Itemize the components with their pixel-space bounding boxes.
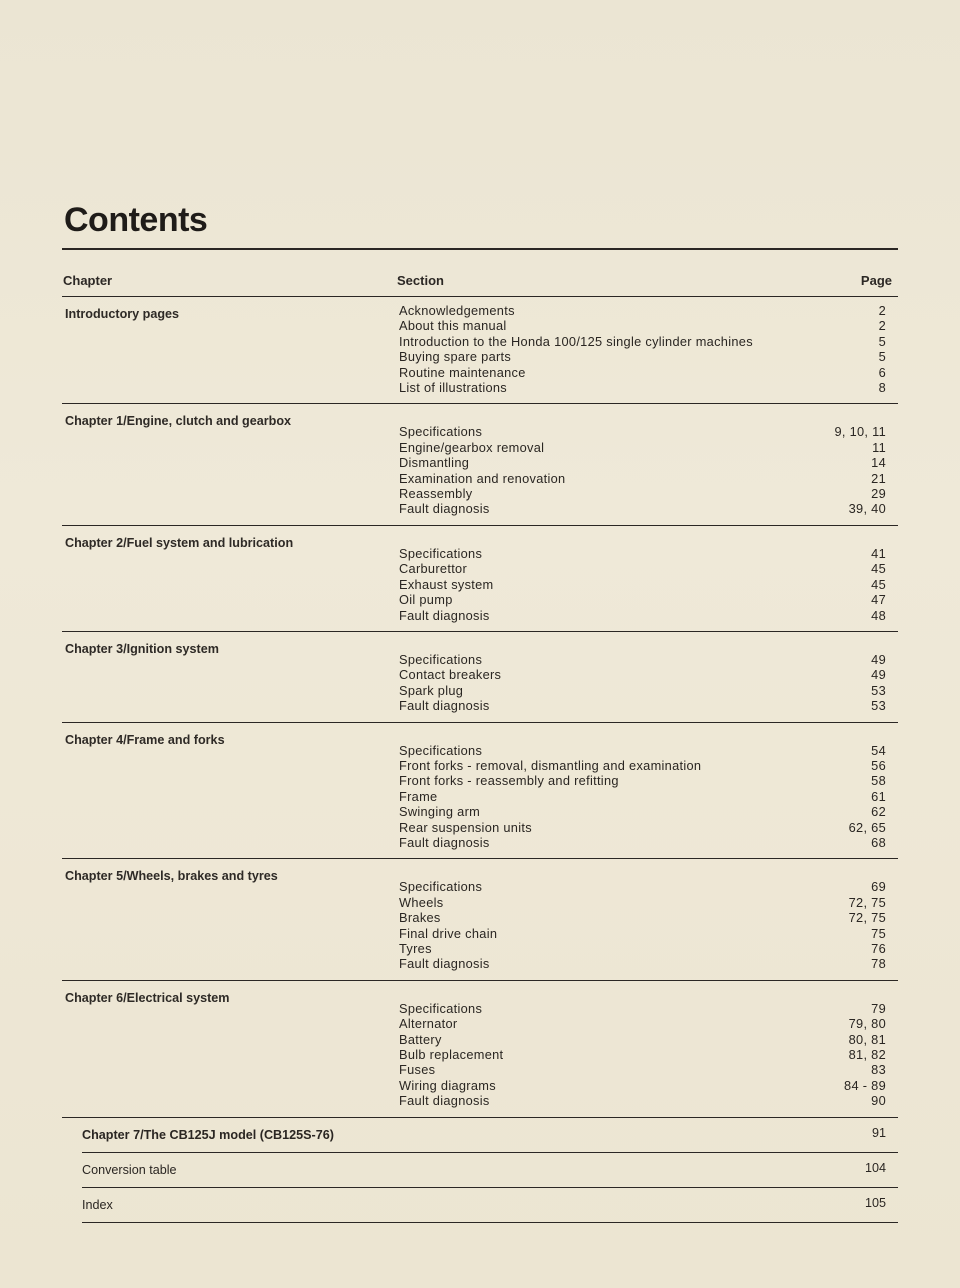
extra-page: 104	[864, 1160, 886, 1175]
entry-name: Fault diagnosis	[399, 607, 490, 623]
chapter-section	[62, 297, 898, 403]
toc-entry	[399, 608, 898, 623]
toc-entry	[399, 471, 898, 486]
entry-page: 53	[871, 682, 886, 698]
toc-entry	[399, 956, 898, 971]
entry-name: About this manual	[399, 318, 507, 334]
entry-name: Specifications	[399, 879, 483, 895]
entry-page: 54	[871, 742, 886, 758]
entry-page: 76	[871, 941, 886, 956]
toc-entry	[399, 424, 898, 439]
entry-name: Reassembly	[399, 486, 473, 502]
entry-page: 41	[871, 545, 886, 561]
entry-name: Battery	[399, 1031, 442, 1047]
chapter-section	[62, 723, 898, 859]
chapter-title: Chapter 1/Engine, clutch and gearbox	[65, 414, 292, 429]
entry-page: 2	[878, 318, 886, 334]
toc-entry	[399, 455, 898, 470]
section-entries	[399, 729, 898, 851]
entry-page: 39, 40	[848, 501, 886, 517]
entry-page: 84 - 89	[844, 1077, 886, 1093]
entry-page: 2	[878, 303, 886, 318]
toc-entry	[399, 652, 898, 667]
entry-page: 79, 80	[848, 1016, 886, 1032]
entry-name: Final drive chain	[399, 925, 498, 941]
toc-entry	[399, 789, 898, 804]
entry-name: Acknowledgements	[399, 303, 515, 318]
entry-page: 69	[871, 879, 886, 895]
toc-entry	[399, 1032, 898, 1047]
toc-entry	[399, 804, 898, 819]
entry-page: 78	[871, 956, 886, 972]
entry-name: Alternator	[399, 1016, 458, 1032]
toc-entry	[399, 667, 898, 682]
entry-name: Dismantling	[399, 455, 470, 471]
entry-name: Introduction to the Honda 100/125 single cylinder machines	[399, 333, 753, 349]
entry-page: 5	[878, 333, 886, 349]
header-section: Section	[397, 273, 444, 288]
entry-name: Fault diagnosis	[399, 1093, 490, 1109]
toc-entry	[399, 318, 898, 333]
toc-entry	[399, 334, 898, 349]
entry-page: 11	[872, 439, 886, 455]
entry-page: 72, 75	[848, 894, 886, 910]
toc-extra-entry	[62, 1118, 898, 1152]
chapter-title: Chapter 5/Wheels, brakes and tyres	[65, 869, 278, 884]
entry-page: 61	[871, 788, 886, 804]
entry-page: 58	[871, 773, 886, 789]
extra-label: Index	[82, 1197, 113, 1212]
toc-entry	[399, 820, 898, 835]
entry-page: 81, 82	[848, 1047, 886, 1063]
entry-name: Buying spare parts	[399, 349, 512, 365]
entry-name: Fault diagnosis	[399, 501, 490, 517]
chapter-title: Introductory pages	[65, 307, 180, 321]
toc-entry	[399, 926, 898, 941]
entry-name: Wiring diagrams	[399, 1077, 496, 1093]
toc-entry	[399, 1078, 898, 1093]
entry-page: 80, 81	[848, 1031, 886, 1047]
contents-table	[62, 196, 898, 1223]
entry-page: 49	[871, 667, 886, 683]
sections-list	[62, 297, 898, 1118]
extra-page: 105	[864, 1195, 886, 1210]
entry-name: Swinging arm	[399, 804, 481, 820]
entry-name: Specifications	[399, 1000, 483, 1016]
toc-entry	[399, 1093, 898, 1108]
entry-page: 47	[871, 592, 886, 608]
entry-name: Routine maintenance	[399, 364, 526, 380]
entry-page: 29	[871, 486, 886, 502]
toc-entry	[399, 365, 898, 380]
extra-label: Chapter 7/The CB125J model (CB125S-76)	[82, 1127, 334, 1142]
section-entries	[399, 987, 898, 1109]
entry-page: 5	[878, 349, 886, 365]
entry-name: Oil pump	[399, 592, 453, 608]
entry-name: Specifications	[399, 651, 483, 667]
page-title: Contents	[64, 201, 208, 239]
toc-entry	[399, 561, 898, 576]
toc-entry	[399, 546, 898, 561]
entry-page: 68	[871, 834, 886, 850]
entry-page: 14	[871, 455, 886, 471]
entry-name: Fuses	[399, 1062, 436, 1078]
toc-entry	[399, 380, 898, 395]
entry-page: 90	[871, 1093, 886, 1109]
extra-label: Conversion table	[82, 1162, 177, 1177]
toc-entry	[399, 773, 898, 788]
chapter-title: Chapter 2/Fuel system and lubrication	[65, 535, 294, 550]
entry-name: Fault diagnosis	[399, 834, 490, 850]
column-headers	[62, 250, 898, 288]
chapter-section	[62, 632, 898, 722]
entry-name: Specifications	[399, 742, 483, 758]
toc-entry	[399, 879, 898, 894]
toc-entry	[399, 698, 898, 713]
toc-entry	[399, 743, 898, 758]
section-entries	[399, 638, 898, 714]
toc-extra-entry	[62, 1188, 898, 1222]
entry-page: 45	[871, 561, 886, 577]
entry-name: Exhaust system	[399, 576, 494, 592]
entry-page: 79	[871, 1000, 886, 1016]
chapter-title: Chapter 6/Electrical system	[65, 990, 230, 1005]
extras-list	[62, 1118, 898, 1223]
entry-page: 48	[871, 607, 886, 623]
entry-name: Fault diagnosis	[399, 698, 490, 714]
toc-entry	[399, 501, 898, 516]
entry-name: Rear suspension units	[399, 819, 532, 835]
toc-entry	[399, 910, 898, 925]
entry-page: 21	[871, 470, 886, 486]
toc-entry	[399, 1001, 898, 1016]
entry-name: Contact breakers	[399, 667, 502, 683]
chapter-section	[62, 981, 898, 1117]
toc-entry	[399, 440, 898, 455]
entry-page: 72, 75	[848, 910, 886, 926]
entry-page: 83	[871, 1062, 886, 1078]
entry-name: Specifications	[399, 424, 483, 440]
extra-rule	[82, 1222, 898, 1223]
header-page: Page	[860, 273, 892, 288]
entry-page: 45	[871, 576, 886, 592]
toc-entry	[399, 349, 898, 364]
toc-entry	[399, 577, 898, 592]
toc-entry	[399, 758, 898, 773]
toc-entry	[399, 1047, 898, 1062]
section-entries	[399, 532, 898, 623]
entry-name: Wheels	[399, 894, 444, 910]
entry-page: 56	[871, 757, 886, 773]
entry-name: Front forks - reassembly and refitting	[399, 773, 619, 789]
toc-entry	[399, 835, 898, 850]
toc-entry	[399, 303, 898, 318]
entry-name: Tyres	[399, 941, 432, 956]
toc-entry	[399, 1016, 898, 1031]
toc-extra-entry	[62, 1153, 898, 1187]
entry-page: 8	[878, 380, 886, 396]
entry-name: Carburettor	[399, 561, 468, 577]
entry-name: Bulb replacement	[399, 1047, 504, 1063]
entry-name: List of illustrations	[399, 380, 508, 396]
toc-entry	[399, 486, 898, 501]
entry-page: 62	[871, 804, 886, 820]
entry-name: Examination and renovation	[399, 470, 566, 486]
entry-name: Specifications	[399, 545, 483, 561]
entry-name: Engine/gearbox removal	[399, 439, 545, 455]
toc-entry	[399, 895, 898, 910]
chapter-section	[62, 526, 898, 631]
entry-page: 6	[878, 364, 886, 380]
chapter-title: Chapter 3/Ignition system	[65, 641, 219, 656]
extra-page: 91	[871, 1125, 886, 1140]
chapter-title: Chapter 4/Frame and forks	[65, 732, 225, 747]
section-entries	[399, 865, 898, 971]
entry-page: 49	[871, 651, 886, 667]
entry-name: Fault diagnosis	[399, 956, 490, 972]
entry-name: Frame	[399, 788, 438, 804]
header-chapter: Chapter	[63, 273, 113, 288]
entry-name: Front forks - removal, dismantling and examination	[399, 757, 702, 773]
toc-entry	[399, 1062, 898, 1077]
entry-page: 75	[871, 925, 886, 941]
entry-page: 53	[871, 698, 886, 714]
toc-entry	[399, 941, 898, 956]
toc-entry	[399, 683, 898, 698]
section-entries	[399, 410, 898, 516]
chapter-section	[62, 859, 898, 979]
entry-page: 62, 65	[848, 819, 886, 835]
entry-name: Spark plug	[399, 682, 464, 698]
toc-entry	[399, 592, 898, 607]
chapter-section	[62, 404, 898, 524]
entry-name: Brakes	[399, 910, 441, 926]
entry-page: 9, 10, 11	[834, 424, 886, 440]
section-entries	[399, 303, 898, 395]
